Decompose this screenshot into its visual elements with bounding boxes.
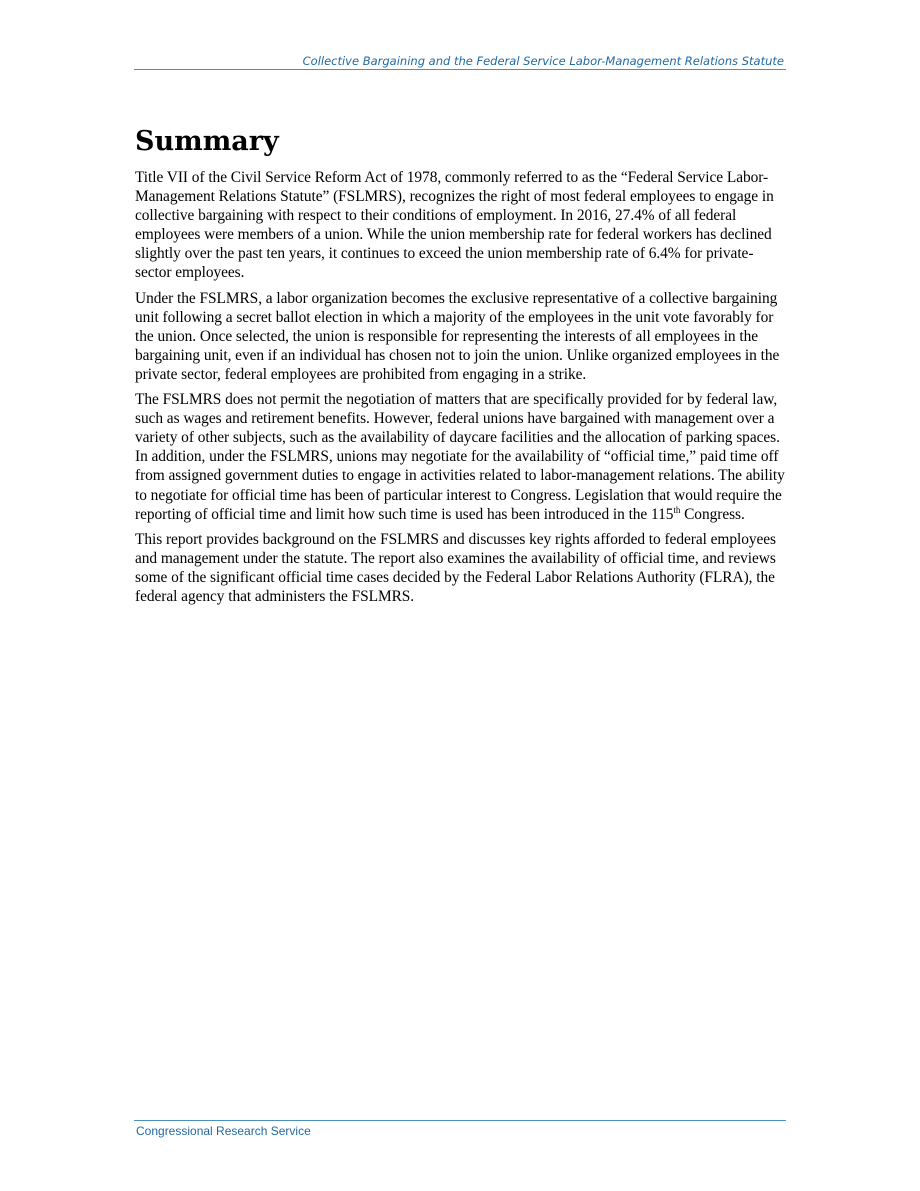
summary-paragraph-4: This report provides background on the FSLMRS and discusses key rights afforded to federal employees and management under the statute. The report also examines the availability of official time, and reviews some of the significant official time cases decided by the Federal Labor Relations Authority (FLRA), the federal agency that administers the FSLMRS. [135, 530, 776, 605]
ordinal-superscript: th [673, 504, 681, 515]
summary-section [135, 124, 787, 612]
summary-paragraph-1: Title VII of the Civil Service Reform Act of 1978, commonly referred to as the “Federal Service Labor-Management Relations Statute” (FSLMRS), recognizes the right of most federal employees to engage in collective bargaining with respect to their conditions of employment. In 2016, 27.4% of all federal employees were members of a union. While the union membership rate for federal workers has declined slightly over the past ten years, it continues to exceed the union membership rate of 6.4% for private-sector employees. [135, 169, 774, 282]
page-footer [134, 1120, 786, 1139]
running-header-title: Collective Bargaining and the Federal Service Labor-Management Relations Statute [302, 54, 784, 68]
summary-paragraph-2: Under the FSLMRS, a labor organization becomes the exclusive representative of a collective bargaining unit following a secret ballot election in which a majority of the employees in the unit vote favorably for the union. Once selected, the union is responsible for representing the interests of all employees in the bargaining unit, even if an individual has chosen not to join the union. Unlike organized employees in the private sector, federal employees are prohibited from engaging in a strike. [135, 289, 780, 383]
summary-paragraph-3-end: Congress. [680, 505, 745, 523]
summary-paragraph-3-text: The FSLMRS does not permit the negotiation of matters that are specifically provided for by federal law, such as wages and retirement benefits. However, federal unions have bargained with management over a variety of other subjects, such as the availability of daycare facilities and the allocation of parking spaces. In addition, under the FSLMRS, unions may negotiate for the availability of “official time,” paid time off from assigned government duties to engage in activities related to labor-management relations. The ability to negotiate for official time has been of particular interest to Congress. Legislation that would require the reporting of official time and limit how such time is used has been introduced in the 115 [135, 391, 785, 523]
summary-paragraph-3 [135, 390, 787, 524]
page-title: Summary [135, 126, 279, 157]
running-header [134, 53, 786, 70]
footer-organization: Congressional Research Service [136, 1124, 311, 1138]
